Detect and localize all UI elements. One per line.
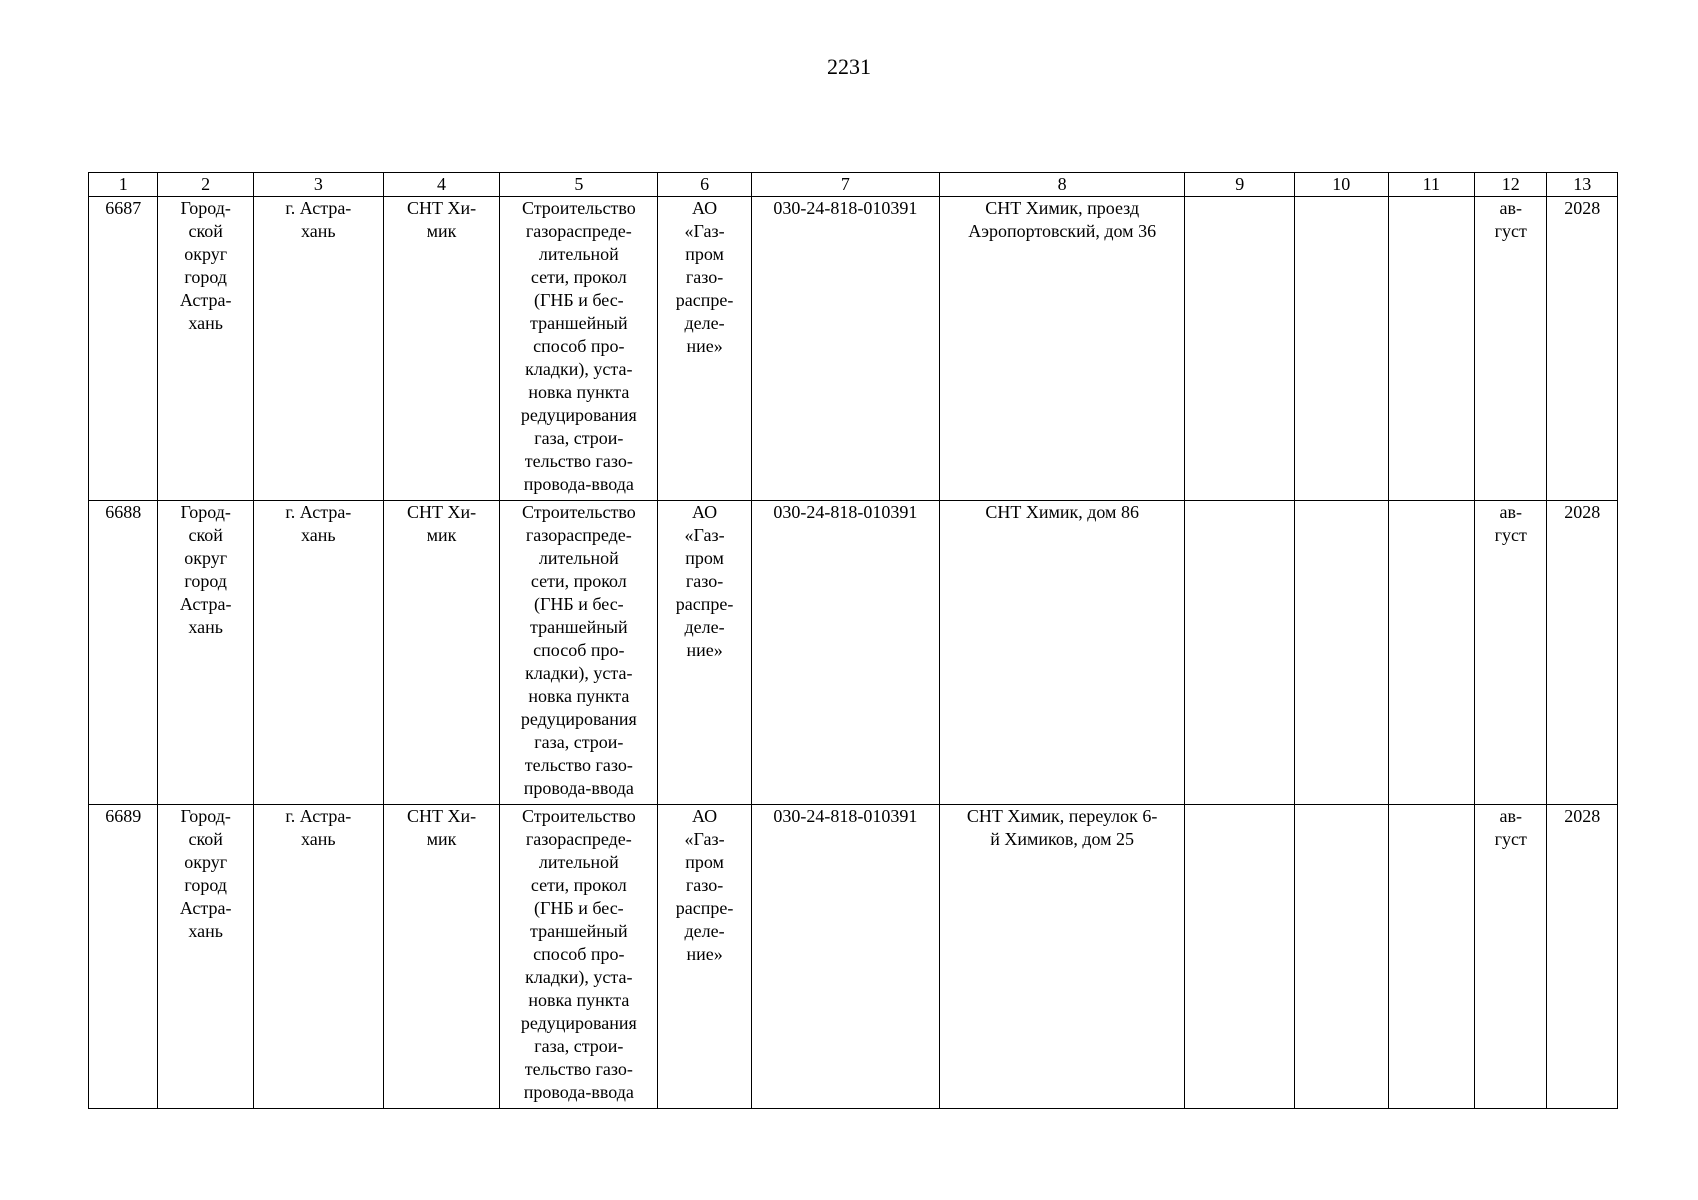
address-cell: СНТ Химик, проезд Аэропортовский, дом 36 bbox=[939, 197, 1184, 501]
municipality-cell: Город- ской округ город Астра- хань bbox=[158, 197, 254, 501]
address-cell: СНТ Химик, дом 86 bbox=[939, 501, 1184, 805]
empty-cell bbox=[1295, 197, 1389, 501]
column-number-row bbox=[89, 173, 1618, 197]
column-header: 9 bbox=[1185, 173, 1295, 197]
empty-cell bbox=[1388, 805, 1475, 1109]
year-cell: 2028 bbox=[1547, 805, 1618, 1109]
row-number-cell: 6689 bbox=[89, 805, 158, 1109]
column-header: 4 bbox=[383, 173, 500, 197]
table-row bbox=[89, 501, 1618, 805]
work-description-cell: Строительство газораспреде- лительной сети, прокол (ГНБ и бес- траншейный способ про- кладки), уста- новка пункта редуцирования газа, строи- тельство газо- провода-ввода bbox=[500, 501, 658, 805]
table-row bbox=[89, 197, 1618, 501]
locality-cell: СНТ Хи- мик bbox=[383, 501, 500, 805]
column-header: 13 bbox=[1547, 173, 1618, 197]
empty-cell bbox=[1295, 805, 1389, 1109]
page-number: 2231 bbox=[827, 54, 871, 79]
column-header: 7 bbox=[751, 173, 939, 197]
column-header: 6 bbox=[658, 173, 752, 197]
column-header: 11 bbox=[1388, 173, 1475, 197]
address-cell: СНТ Химик, переулок 6- й Химиков, дом 25 bbox=[939, 805, 1184, 1109]
empty-cell bbox=[1185, 805, 1295, 1109]
code-cell: 030-24-818-010391 bbox=[751, 197, 939, 501]
year-cell: 2028 bbox=[1547, 501, 1618, 805]
column-header: 2 bbox=[158, 173, 254, 197]
column-header: 5 bbox=[500, 173, 658, 197]
column-header: 12 bbox=[1475, 173, 1547, 197]
locality-cell: СНТ Хи- мик bbox=[383, 805, 500, 1109]
empty-cell bbox=[1185, 501, 1295, 805]
empty-cell bbox=[1388, 197, 1475, 501]
settlement-cell: г. Астра- хань bbox=[253, 805, 383, 1109]
row-number-cell: 6687 bbox=[89, 197, 158, 501]
organization-cell: АО «Газ- пром газо- распре- деле- ние» bbox=[658, 501, 752, 805]
row-number-cell: 6688 bbox=[89, 501, 158, 805]
organization-cell: АО «Газ- пром газо- распре- деле- ние» bbox=[658, 805, 752, 1109]
work-description-cell: Строительство газораспреде- лительной сети, прокол (ГНБ и бес- траншейный способ про- кладки), уста- новка пункта редуцирования газа, строи- тельство газо- провода-ввода bbox=[500, 805, 658, 1109]
empty-cell bbox=[1295, 501, 1389, 805]
code-cell: 030-24-818-010391 bbox=[751, 805, 939, 1109]
month-cell: ав- густ bbox=[1475, 501, 1547, 805]
municipality-cell: Город- ской округ город Астра- хань bbox=[158, 805, 254, 1109]
municipality-cell: Город- ской округ город Астра- хань bbox=[158, 501, 254, 805]
month-cell: ав- густ bbox=[1475, 805, 1547, 1109]
work-description-cell: Строительство газораспреде- лительной сети, прокол (ГНБ и бес- траншейный способ про- кладки), уста- новка пункта редуцирования газа, строи- тельство газо- провода-ввода bbox=[500, 197, 658, 501]
table-row bbox=[89, 805, 1618, 1109]
column-header: 8 bbox=[939, 173, 1184, 197]
data-table bbox=[88, 172, 1618, 1109]
code-cell: 030-24-818-010391 bbox=[751, 501, 939, 805]
settlement-cell: г. Астра- хань bbox=[253, 501, 383, 805]
column-header: 10 bbox=[1295, 173, 1389, 197]
locality-cell: СНТ Хи- мик bbox=[383, 197, 500, 501]
empty-cell bbox=[1388, 501, 1475, 805]
column-header: 1 bbox=[89, 173, 158, 197]
settlement-cell: г. Астра- хань bbox=[253, 197, 383, 501]
year-cell: 2028 bbox=[1547, 197, 1618, 501]
column-header: 3 bbox=[253, 173, 383, 197]
month-cell: ав- густ bbox=[1475, 197, 1547, 501]
organization-cell: АО «Газ- пром газо- распре- деле- ние» bbox=[658, 197, 752, 501]
empty-cell bbox=[1185, 197, 1295, 501]
